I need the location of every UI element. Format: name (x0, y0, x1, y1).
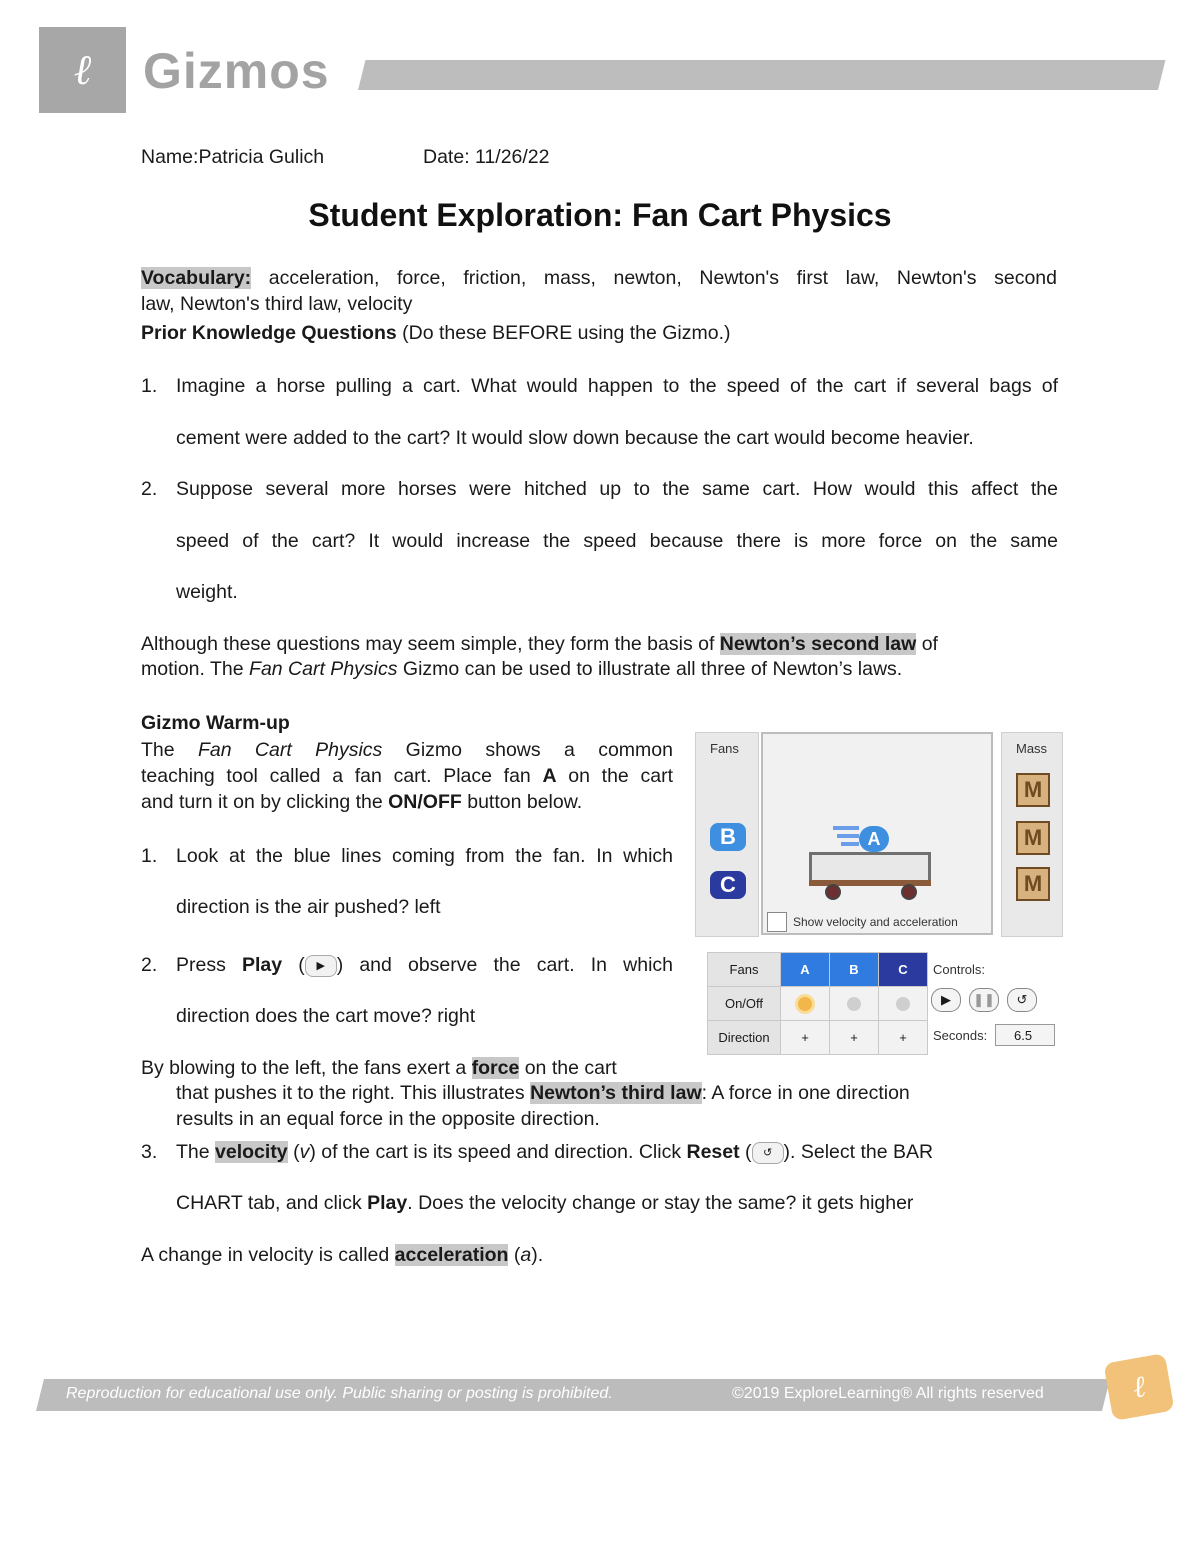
direction-label: Direction (708, 1021, 781, 1055)
warmup-q1-line-1: Look at the blue lines coming from the fan. In which (176, 845, 673, 867)
vocabulary-text-1: acceleration, force, friction, mass, newton, Newton's first law, Newton's second (251, 267, 1057, 289)
show-velocity-checkbox[interactable] (767, 912, 787, 932)
warmup-q1-line-2: direction is the air pushed? left (176, 896, 441, 918)
name-value: Patricia Gulich (198, 146, 325, 168)
q3-l2b: . Does the velocity change or stay the same? it gets higher (407, 1192, 914, 1214)
warmup-intro-2 (141, 763, 673, 789)
q3-line-1 (176, 1139, 933, 1165)
fan-a-direction[interactable]: + (781, 1021, 830, 1055)
page-title: Student Exploration: Fan Cart Physics (308, 197, 892, 233)
prior-q2-line-3: weight. (176, 581, 238, 603)
q3c: ) of the cart is its speed and direction. Click (309, 1141, 687, 1163)
fans-panel (695, 732, 759, 937)
footer-disclaimer: Reproduction for educational use only. Public sharing or posting is prohibited. (66, 1385, 613, 1402)
mass-label: Mass (1016, 741, 1048, 756)
prior-q1-line-1: Imagine a horse pulling a cart. What would happen to the speed of the cart if several bags of (176, 375, 1058, 397)
acceleration-term: acceleration (394, 1244, 509, 1266)
warmup-q2-line-1 (176, 952, 673, 978)
pause-button[interactable]: ❚❚ (969, 988, 999, 1012)
q3-line-2 (176, 1190, 913, 1216)
force-line-2 (176, 1080, 910, 1106)
air-line (841, 842, 859, 846)
fan-control-table (707, 952, 928, 1055)
warmup-heading: Gizmo Warm-up (141, 712, 290, 734)
fan-c-badge: C (710, 871, 746, 899)
q3b: ( (287, 1141, 300, 1163)
fan-c-toggle[interactable] (879, 987, 928, 1021)
air-line (837, 834, 859, 838)
warmup-intro-3 (141, 789, 582, 815)
explorelearning-logo (39, 27, 126, 113)
prior-q1-num: 1. (141, 375, 158, 397)
fan-c-direction[interactable]: + (879, 1021, 928, 1055)
basis-post: of (916, 633, 938, 655)
name-line (141, 144, 324, 170)
mass-block[interactable]: M (1016, 773, 1050, 807)
prior-text: (Do these BEFORE using the Gizmo.) (396, 322, 731, 344)
logo-glyph: ℓ (73, 45, 92, 94)
q3-l2a: CHART tab, and click (176, 1192, 368, 1214)
q3a: The (176, 1141, 216, 1163)
date-line (423, 144, 550, 170)
q2c: ( (282, 954, 305, 976)
date-value: 11/26/22 (475, 146, 550, 168)
q3-num: 3. (141, 1141, 158, 1163)
intro1a: The (141, 739, 198, 761)
q3-play: Play (367, 1192, 408, 1214)
cart-wheel (825, 884, 841, 900)
intro1i: Fan Cart Physics (197, 739, 383, 761)
intro1b: Gizmo shows a common (382, 739, 673, 761)
play-button[interactable]: ▶ (931, 988, 961, 1012)
prior-q2-line-1: Suppose several more horses were hitched up to the same cart. How would this affect the (176, 478, 1058, 500)
q3d: ( (739, 1141, 752, 1163)
prior-q2-line-2: speed of the cart? It would increase the speed because there is more force on the same (176, 530, 1058, 552)
intro2c: on the cart (556, 765, 673, 787)
fan-b-direction[interactable]: + (830, 1021, 879, 1055)
col-a-header: A (781, 953, 830, 987)
col-b-header: B (830, 953, 879, 987)
accel-a: a (520, 1244, 532, 1266)
warmup-q1-num: 1. (141, 845, 158, 867)
footer-copyright: ©2019 ExploreLearning® All rights reserved (732, 1385, 1044, 1402)
warmup-q2-line-2: direction does the cart move? right (176, 1005, 476, 1027)
accel-post: ). (531, 1244, 544, 1266)
mass-panel (1001, 732, 1063, 937)
basis-gizmo-name: Fan Cart Physics (249, 658, 398, 680)
fan-a-on-cart: A (859, 826, 889, 852)
force-line-1 (141, 1055, 617, 1081)
q2b: Play (241, 954, 283, 976)
basis-line-1 (141, 631, 938, 657)
prior-heading (141, 320, 731, 346)
header-bar (358, 60, 1165, 90)
intro2a: teaching tool called a fan cart. Place fan (141, 765, 543, 787)
fan-b-toggle[interactable] (830, 987, 879, 1021)
q3e: ). Select the BAR (783, 1141, 934, 1163)
simulation-stage (761, 732, 993, 935)
intro3b: ON/OFF (388, 791, 462, 813)
vocabulary-label: Vocabulary: (141, 267, 252, 289)
seconds-value: 6.5 (995, 1024, 1055, 1046)
velocity-term: velocity (215, 1141, 288, 1163)
gizmo-screenshot (695, 732, 1063, 1058)
prior-q2-num: 2. (141, 478, 158, 500)
reset-button[interactable]: ↺ (1007, 988, 1037, 1012)
vocabulary-line-2: law, Newton's third law, velocity (141, 293, 413, 315)
force-l2b: : A force in one direction (701, 1082, 910, 1104)
on-off-label: On/Off (708, 987, 781, 1021)
force-term: force (471, 1057, 520, 1079)
intro2b: A (542, 765, 557, 787)
seconds-label: Seconds: (933, 1028, 988, 1043)
prior-label: Prior Knowledge Questions (141, 322, 397, 344)
fan-b-badge: B (710, 823, 746, 851)
newtons-second-law-term: Newton’s second law (719, 633, 917, 655)
fans-label: Fans (710, 741, 739, 756)
intro3c: button below. (461, 791, 583, 813)
vocabulary-line-1 (141, 265, 1057, 291)
brand-title: Gizmos (143, 43, 330, 99)
mass-block[interactable]: M (1016, 821, 1050, 855)
col-c-header: C (879, 953, 928, 987)
basis-l2b: Gizmo can be used to illustrate all three of Newton’s laws. (397, 658, 903, 680)
q3-reset: Reset (686, 1141, 740, 1163)
intro3a: and turn it on by clicking the (141, 791, 389, 813)
q3v: v (299, 1141, 310, 1163)
show-velocity-label: Show velocity and acceleration (793, 915, 958, 929)
force-post: on the cart (519, 1057, 617, 1079)
accel-pre: A change in velocity is called (141, 1244, 395, 1266)
force-line-3: results in an equal force in the opposite direction. (176, 1108, 600, 1130)
reset-icon: ↺ (752, 1142, 784, 1164)
basis-pre: Although these questions may seem simple, they form the basis of (141, 633, 720, 655)
basis-l2a: motion. The (141, 658, 250, 680)
prior-q1-line-2: cement were added to the cart? It would slow down because the cart would become heavier. (176, 427, 974, 449)
mass-block[interactable]: M (1016, 867, 1050, 901)
accel-mid: ( (508, 1244, 521, 1266)
name-label: Name: (141, 146, 199, 168)
basis-line-2 (141, 656, 902, 682)
fan-a-toggle[interactable] (781, 987, 830, 1021)
controls-label: Controls: (933, 962, 986, 977)
footer-logo: ℓ (1103, 1353, 1174, 1421)
q2a: Press (176, 954, 242, 976)
fans-header: Fans (708, 953, 781, 987)
cart-wheel (901, 884, 917, 900)
force-pre: By blowing to the left, the fans exert a (141, 1057, 472, 1079)
acceleration-line (141, 1242, 543, 1268)
date-label: Date: (423, 146, 470, 168)
air-line (833, 826, 859, 830)
force-l2a: that pushes it to the right. This illustrates (176, 1082, 531, 1104)
q2d: ) and observe the cart. In which (336, 954, 673, 976)
warmup-q2-num: 2. (141, 954, 158, 976)
newtons-third-law-term: Newton’s third law (530, 1082, 702, 1104)
warmup-intro-1 (141, 737, 673, 763)
play-icon: ▶ (305, 955, 337, 977)
